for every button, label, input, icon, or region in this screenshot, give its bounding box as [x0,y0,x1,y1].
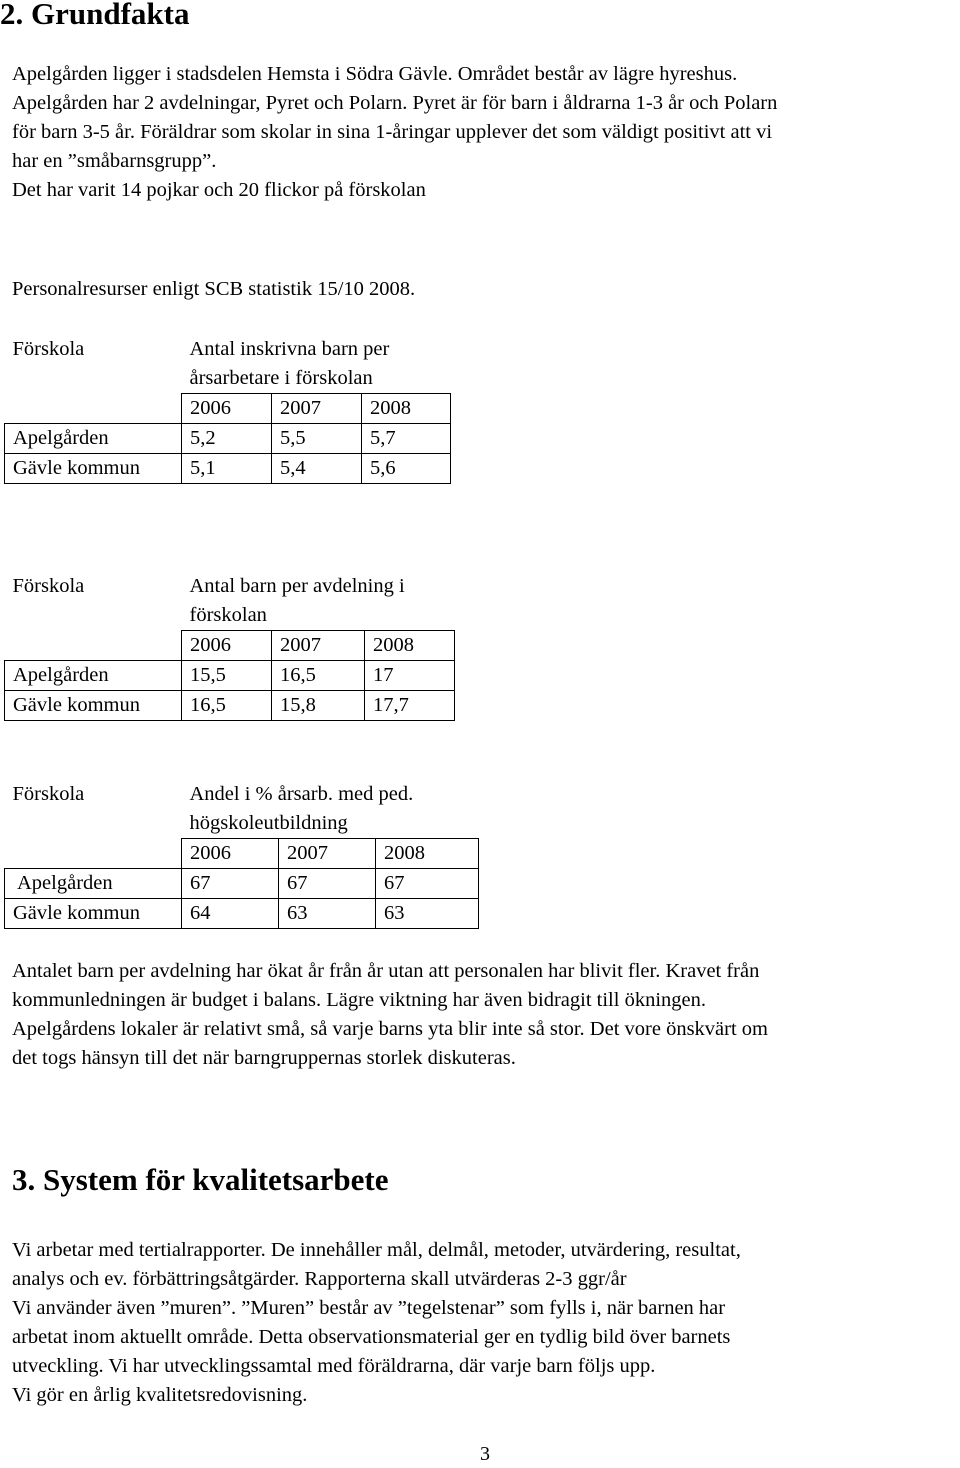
value-cell: 5,6 [362,454,451,484]
value-cell: 5,7 [362,424,451,454]
intro-line: Apelgården har 2 avdelningar, Pyret och Polarn. Pyret är för barn i åldrarna 1-3 år och Polarn [12,92,778,114]
intro-line: Apelgården ligger i stadsdelen Hemsta i Södra Gävle. Området består av lägre hyreshus. [12,63,738,85]
year-cell: 2007 [272,394,362,424]
empty-cell [5,839,182,869]
value-cell: 5,1 [182,454,272,484]
empty-cell [5,394,182,424]
year-cell: 2008 [365,631,455,661]
section-3-line: arbetat inom aktuellt område. Detta observationsmaterial ger en tydlig bild över barnets [12,1326,731,1348]
intro-line: för barn 3-5 år. Föräldrar som skolar in sina 1-åringar upplever det som väldigt positivt att vi [12,121,773,143]
table-row [5,424,451,454]
section-3-line: utveckling. Vi har utvecklingssamtal med föräldrarna, där varje barn följs upp. [12,1355,656,1377]
value-cell: 16,5 [182,691,272,721]
value-cell: 5,2 [182,424,272,454]
col-label: Förskola [12,783,85,805]
section-3-paragraph [12,1236,741,1410]
value-cell: 15,8 [272,691,365,721]
table-row [5,454,451,484]
children-per-unit-table [4,570,455,721]
measure-label: Andel i % årsarb. med ped. högskoleutbildning [189,783,414,834]
value-cell: 63 [279,899,376,929]
table-header-row [5,333,451,394]
year-cell: 2008 [376,839,479,869]
table-row [5,691,455,721]
row-name: Apelgården [5,661,182,691]
table-header-row [5,570,455,631]
value-cell: 67 [279,869,376,899]
empty-cell [5,631,182,661]
section-3-line: analys och ev. förbättringsåtgärder. Rapporterna skall utvärderas 2-3 ggr/år [12,1268,627,1290]
value-cell: 5,4 [272,454,362,484]
value-cell: 67 [182,869,279,899]
years-row [5,394,451,424]
value-cell: 67 [376,869,479,899]
col-label: Förskola [12,575,85,597]
section-3-line: Vi arbetar med tertialrapporter. De innehåller mål, delmål, metoder, utvärdering, resultat, [12,1239,741,1261]
table-row [5,661,455,691]
row-name: Apelgården [5,869,182,899]
conclusion-line: kommunledningen är budget i balans. Lägre viktning har även bidragit till ökningen. [12,989,706,1011]
year-cell: 2006 [182,839,279,869]
education-share-table [4,778,479,929]
row-name: Gävle kommun [5,899,182,929]
measure-label: Antal inskrivna barn per årsarbetare i förskolan [189,338,390,389]
conclusion-paragraph [12,957,768,1073]
section-2-heading: 2. Grundfakta [0,0,190,31]
staff-ratio-table [4,333,451,484]
stats-caption: Personalresurser enligt SCB statistik 15/10 2008. [12,278,416,300]
section-3-line: Vi använder även ”muren”. ”Muren” består av ”tegelstenar” som fylls i, när barnen har [12,1297,726,1319]
year-cell: 2008 [362,394,451,424]
row-name: Apelgården [5,424,182,454]
value-cell: 17,7 [365,691,455,721]
col-label: Förskola [12,338,85,360]
value-cell: 16,5 [272,661,365,691]
conclusion-line: Antalet barn per avdelning har ökat år från år utan att personalen har blivit fler. Kravet från [12,960,760,982]
intro-line: har en ”småbarnsgrupp”. [12,150,217,172]
measure-label: Antal barn per avdelning i förskolan [189,575,405,626]
years-row [5,839,479,869]
value-cell: 15,5 [182,661,272,691]
row-name: Gävle kommun [5,454,182,484]
year-cell: 2006 [182,631,272,661]
value-cell: 64 [182,899,279,929]
table-row [5,869,479,899]
years-row [5,631,455,661]
value-cell: 17 [365,661,455,691]
section-3-heading: 3. System för kvalitetsarbete [12,1162,389,1197]
year-cell: 2006 [182,394,272,424]
year-cell: 2007 [279,839,376,869]
intro-line: Det har varit 14 pojkar och 20 flickor på förskolan [12,179,426,201]
table-row [5,899,479,929]
conclusion-line: det togs hänsyn till det när barngruppernas storlek diskuteras. [12,1047,516,1069]
section-3-line: Vi gör en årlig kvalitetsredovisning. [12,1384,308,1406]
page-number: 3 [480,1443,490,1465]
year-cell: 2007 [272,631,365,661]
value-cell: 63 [376,899,479,929]
row-name: Gävle kommun [5,691,182,721]
table-header-row [5,778,479,839]
intro-paragraph [12,60,777,205]
conclusion-line: Apelgårdens lokaler är relativt små, så varje barns yta blir inte så stor. Det vore önskvärt om [12,1018,768,1040]
value-cell: 5,5 [272,424,362,454]
